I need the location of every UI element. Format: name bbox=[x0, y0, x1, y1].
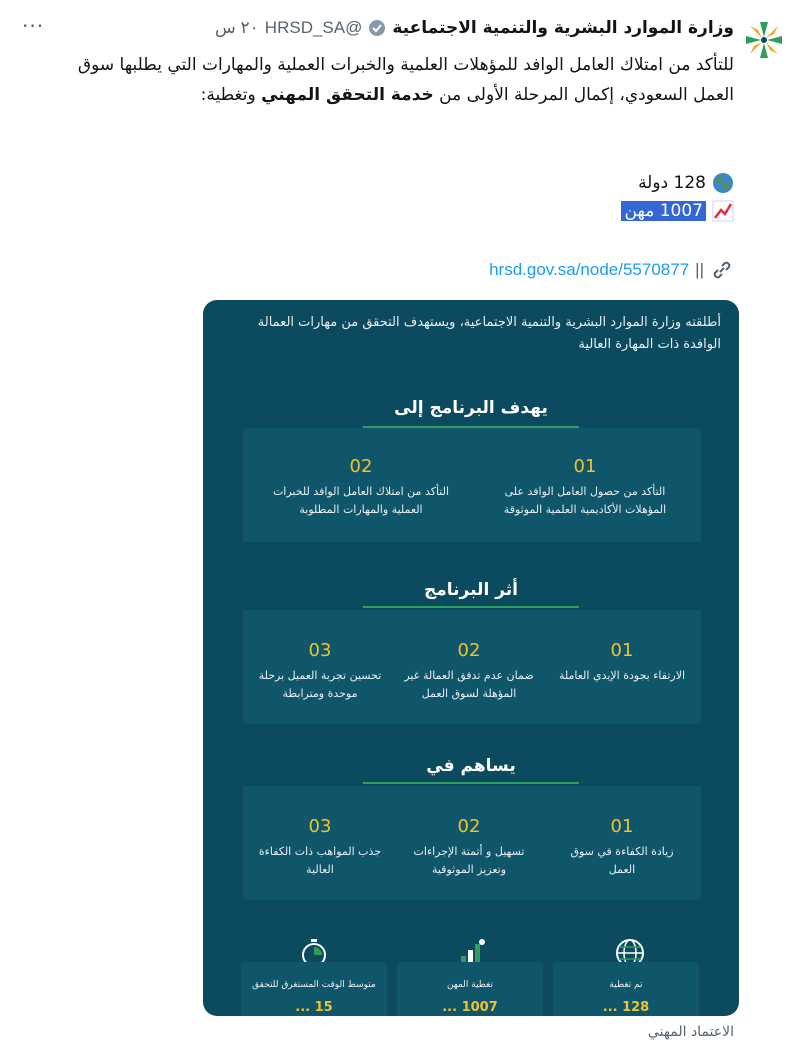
contributes-divider bbox=[363, 782, 579, 784]
stat-box bbox=[397, 962, 543, 1016]
tweet-text bbox=[44, 50, 734, 110]
impact-panel bbox=[243, 610, 701, 724]
stat-label: تم تغطية bbox=[609, 980, 643, 990]
contributes-panel bbox=[243, 786, 701, 900]
impact-title: أثر البرنامج bbox=[424, 580, 518, 600]
stat-box bbox=[553, 962, 699, 1016]
professions-line bbox=[621, 200, 734, 222]
goal-item bbox=[261, 456, 461, 519]
impact-text: تحسين تجربة العميل برحلة موحدة ومترابطة bbox=[258, 669, 382, 700]
impact-item bbox=[557, 640, 687, 685]
contribute-item bbox=[255, 816, 385, 879]
goals-title: يهدف البرنامج إلى bbox=[394, 398, 548, 418]
tweet-text-bold: خدمة التحقق المهني bbox=[261, 85, 434, 105]
impact-number: 02 bbox=[457, 640, 481, 661]
contribute-text: زيادة الكفاءة في سوق العمل bbox=[570, 845, 674, 876]
article-link[interactable]: hrsd.gov.sa/node/5570877 bbox=[489, 260, 690, 279]
chart-increasing-emoji-icon bbox=[712, 200, 734, 222]
author-handle[interactable]: @HRSD_SA bbox=[264, 18, 363, 37]
impact-number: 01 bbox=[610, 640, 634, 661]
link-icon bbox=[710, 258, 734, 282]
goal-number: 02 bbox=[349, 456, 373, 477]
stat-label: تغطية المهن bbox=[446, 980, 494, 990]
impact-divider bbox=[363, 606, 579, 608]
stat-value: 1007 ... bbox=[442, 1000, 498, 1015]
infographic-image[interactable] bbox=[203, 300, 739, 1016]
contribute-number: 03 bbox=[308, 816, 332, 837]
contribute-item bbox=[557, 816, 687, 879]
goal-item bbox=[485, 456, 685, 519]
more-options-icon[interactable]: ··· bbox=[22, 14, 45, 38]
tweet-text-part: للتأكد من امتلاك العامل الوافد للمؤهلات العلمية والخبرات العملية والمهارات التي يطلبها سوق العمل السعودي، إكمال المرحلة الأولى من bbox=[77, 55, 734, 105]
countries-count: 128 دولة bbox=[638, 173, 706, 193]
tweet-header bbox=[215, 18, 734, 38]
impact-text: الارتقاء بجودة الإيدي العاملة bbox=[558, 669, 686, 682]
stat-value: 128 ... bbox=[602, 1000, 650, 1015]
verified-badge-icon bbox=[368, 19, 386, 37]
tweet-text-part: وتغطية: bbox=[200, 85, 262, 105]
goal-text: التأكد من امتلاك العامل الوافد للخبرات العملية والمهارات المطلوبة bbox=[272, 485, 450, 516]
link-line bbox=[489, 258, 734, 282]
stat-value: 15 ... bbox=[295, 1000, 333, 1015]
stat-label: متوسط الوقت المستغرق للتحقق bbox=[252, 980, 376, 990]
impact-text: ضمان عدم تدفق العمالة غير المؤهلة لسوق العمل bbox=[404, 669, 534, 700]
globe-emoji-icon bbox=[712, 172, 734, 194]
infographic-intro: أطلقته وزارة الموارد البشرية والتنمية الاجتماعية، ويستهدف التحقق من مهارات العمالة الوافدة ذات المهارة العالية bbox=[257, 315, 721, 352]
professions-count: 1007 مهن bbox=[621, 201, 706, 221]
contribute-text: جذب المواهب ذات الكفاءة العالية bbox=[258, 845, 382, 876]
hrsd-logo-icon[interactable] bbox=[740, 16, 788, 64]
impact-item bbox=[399, 640, 539, 703]
countries-line bbox=[638, 172, 734, 194]
contributes-title: يساهم في bbox=[426, 756, 516, 776]
image-caption: الاعتماد المهني bbox=[647, 1024, 734, 1040]
goal-number: 01 bbox=[573, 456, 597, 477]
stat-box bbox=[241, 962, 387, 1016]
author-name[interactable]: وزارة الموارد البشرية والتنمية الاجتماعية bbox=[392, 18, 734, 38]
contribute-text: تسهيل و أتمتة الإجراءات وتعزيز الموثوقية bbox=[413, 845, 525, 876]
goal-text: التأكد من حصول العامل الوافد على المؤهلات الأكاديمية العلمية الموثوقة bbox=[503, 485, 667, 516]
contribute-number: 01 bbox=[610, 816, 634, 837]
impact-number: 03 bbox=[308, 640, 332, 661]
contribute-number: 02 bbox=[457, 816, 481, 837]
impact-item bbox=[255, 640, 385, 703]
goals-panel bbox=[243, 428, 701, 542]
tweet-time[interactable]: ٢٠ س bbox=[215, 18, 259, 37]
link-separator: || bbox=[695, 260, 704, 279]
contribute-item bbox=[399, 816, 539, 879]
